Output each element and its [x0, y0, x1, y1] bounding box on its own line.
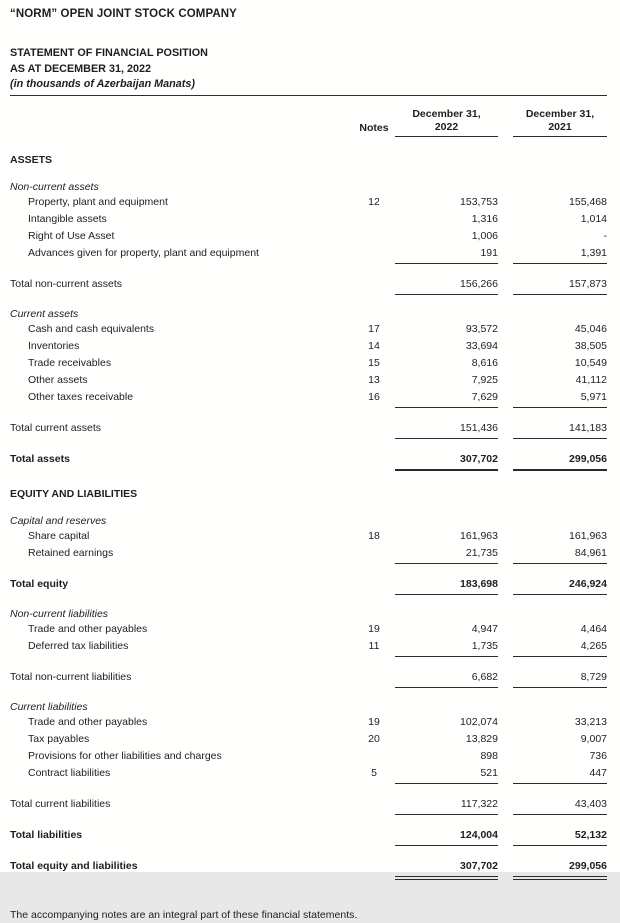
- row-label: Share capital: [28, 529, 90, 542]
- row-value-2021: 4,464: [580, 622, 607, 635]
- row-note-number: 15: [368, 356, 380, 369]
- table-row-item: [10, 546, 607, 564]
- row-value-2021: 299,056: [513, 859, 607, 880]
- row-value-2022: 1,316: [471, 212, 498, 225]
- column-header-2021-line2: 2021: [548, 120, 572, 133]
- row-value-2021: 5,971: [513, 390, 607, 408]
- statement-header: [10, 46, 607, 96]
- table-row-item: [10, 715, 607, 732]
- table-row-item: [10, 373, 607, 390]
- row-value-2022: 7,925: [471, 373, 498, 386]
- table-row-total: [10, 859, 607, 880]
- row-label: EQUITY AND LIABILITIES: [10, 487, 138, 500]
- row-value-2021: 141,183: [513, 421, 607, 439]
- row-value-2022: 307,702: [395, 859, 498, 880]
- row-label: Total current liabilities: [10, 797, 111, 810]
- table-row-item: [10, 390, 607, 408]
- row-value-2021: 155,468: [569, 195, 607, 208]
- row-label: Retained earnings: [28, 546, 114, 559]
- column-header-notes: Notes: [359, 121, 389, 134]
- row-label: Total non-current assets: [10, 277, 123, 290]
- statement-date: AS AT DECEMBER 31, 2022: [10, 62, 152, 75]
- row-value-2022: 183,698: [395, 577, 498, 595]
- row-value-2022: 93,572: [465, 322, 498, 335]
- row-label: Other assets: [28, 373, 88, 386]
- row-note-number: 19: [368, 622, 380, 635]
- row-value-2021: 41,112: [575, 373, 607, 386]
- table-row-item: [10, 766, 607, 784]
- row-value-2021: -: [603, 229, 607, 242]
- row-value-2022: 13,829: [465, 732, 498, 745]
- row-label: Intangible assets: [28, 212, 107, 225]
- table-row-item: [10, 749, 607, 766]
- table-row-heading: [10, 487, 607, 502]
- row-label: Other taxes receivable: [28, 390, 134, 403]
- row-label: Trade receivables: [28, 356, 112, 369]
- row-value-2022: 156,266: [395, 277, 498, 295]
- table-row-group: [10, 700, 607, 715]
- table-row-item: [10, 229, 607, 246]
- table-row-heading: [10, 153, 607, 168]
- row-value-2021: 447: [513, 766, 607, 784]
- row-value-2022: 4,947: [471, 622, 498, 635]
- row-label: Total equity: [10, 577, 69, 590]
- row-label: Right of Use Asset: [28, 229, 115, 242]
- table-row-total: [10, 277, 607, 295]
- row-note-number: 14: [368, 339, 380, 352]
- table-row-group: [10, 180, 607, 195]
- row-value-2021: 157,873: [513, 277, 607, 295]
- row-value-2022: 21,735: [395, 546, 498, 564]
- row-value-2022: 117,322: [395, 797, 498, 815]
- table-row-group: [10, 514, 607, 529]
- row-note-number: 17: [368, 322, 380, 335]
- row-value-2021: 246,924: [513, 577, 607, 595]
- row-value-2021: 33,213: [574, 715, 607, 728]
- row-value-2021: 43,403: [513, 797, 607, 815]
- row-value-2021: 10,549: [574, 356, 607, 369]
- table-row-total: [10, 577, 607, 595]
- row-note-number: 12: [368, 195, 380, 208]
- row-label: Inventories: [28, 339, 80, 352]
- row-label: Trade and other payables: [28, 622, 148, 635]
- row-value-2021: 38,505: [574, 339, 607, 352]
- table-row-group: [10, 607, 607, 622]
- row-value-2021: 8,729: [513, 670, 607, 688]
- table-row-item: [10, 732, 607, 749]
- row-value-2022: 153,753: [460, 195, 498, 208]
- row-value-2021: 84,961: [513, 546, 607, 564]
- row-note-number: 20: [368, 732, 380, 745]
- table-row-item: [10, 356, 607, 373]
- row-label: Property, plant and equipment: [28, 195, 168, 208]
- row-value-2022: 124,004: [395, 828, 498, 846]
- table-row-item: [10, 246, 607, 264]
- row-label: Cash and cash equivalents: [28, 322, 155, 335]
- row-value-2021: 1,391: [513, 246, 607, 264]
- row-label: Total assets: [10, 452, 70, 465]
- row-value-2022: 161,963: [460, 529, 498, 542]
- row-label: Current assets: [10, 307, 79, 320]
- column-header-2022: [395, 108, 498, 137]
- table-row-total: [10, 421, 607, 439]
- row-value-2021: 736: [589, 749, 607, 762]
- table-row-item: [10, 212, 607, 229]
- row-value-2022: 8,616: [471, 356, 498, 369]
- column-header-2022-line1: December 31,: [412, 107, 481, 120]
- row-label: Total current assets: [10, 421, 102, 434]
- footer-note: The accompanying notes are an integral part of these financial statements.: [10, 908, 358, 921]
- column-header-2021: [513, 108, 607, 137]
- table-row-item: [10, 529, 607, 546]
- row-value-2022: 6,682: [395, 670, 498, 688]
- statement-title: STATEMENT OF FINANCIAL POSITION: [10, 47, 208, 59]
- row-value-2022: 7,629: [395, 390, 498, 408]
- row-label: Total liabilities: [10, 828, 83, 841]
- table-row-item: [10, 622, 607, 639]
- row-value-2021: 9,007: [580, 732, 607, 745]
- table-column-header: [10, 108, 607, 137]
- row-value-2022: 1,735: [395, 639, 498, 657]
- row-label: Capital and reserves: [10, 514, 107, 527]
- row-label: Provisions for other liabilities and charges: [28, 749, 222, 762]
- row-note-number: 18: [368, 529, 380, 542]
- row-note-number: 19: [368, 715, 380, 728]
- table-row-total: [10, 670, 607, 688]
- row-value-2022: 1,006: [471, 229, 498, 242]
- row-value-2022: 191: [395, 246, 498, 264]
- row-label: Tax payables: [28, 732, 90, 745]
- row-note-number: 13: [368, 373, 380, 386]
- row-note-number: 5: [371, 766, 377, 779]
- row-value-2022: 521: [395, 766, 498, 784]
- row-label: Advances given for property, plant and equipment: [28, 246, 259, 259]
- row-label: Trade and other payables: [28, 715, 148, 728]
- row-label: Total equity and liabilities: [10, 859, 138, 872]
- column-header-2021-line1: December 31,: [525, 107, 595, 120]
- table-row-total: [10, 452, 607, 471]
- table-row-group: [10, 307, 607, 322]
- row-value-2021: 161,963: [569, 529, 607, 542]
- row-value-2022: 33,694: [465, 339, 498, 352]
- row-value-2022: 898: [480, 749, 498, 762]
- row-value-2022: 102,074: [460, 715, 498, 728]
- table-row-total: [10, 828, 607, 846]
- table-row-item: [10, 322, 607, 339]
- row-value-2021: 4,265: [513, 639, 607, 657]
- column-header-2022-line2: 2022: [434, 120, 459, 133]
- table-row-item: [10, 339, 607, 356]
- row-value-2021: 45,046: [574, 322, 607, 335]
- statement-units: (in thousands of Azerbaijan Manats): [10, 78, 195, 90]
- row-note-number: 11: [368, 639, 380, 652]
- row-value-2021: 1,014: [580, 212, 607, 225]
- row-label: ASSETS: [10, 153, 53, 166]
- row-value-2022: 151,436: [395, 421, 498, 439]
- row-label: Non-current liabilities: [10, 607, 109, 620]
- row-label: Deferred tax liabilities: [28, 639, 129, 652]
- row-label: Non-current assets: [10, 180, 99, 193]
- row-value-2022: 307,702: [395, 452, 498, 471]
- row-label: Current liabilities: [10, 700, 88, 713]
- table-row-item: [10, 195, 607, 212]
- financial-table-body: [10, 153, 607, 880]
- table-row-item: [10, 639, 607, 657]
- table-row-total: [10, 797, 607, 815]
- row-value-2021: 299,056: [513, 452, 607, 471]
- row-value-2021: 52,132: [513, 828, 607, 846]
- company-title: “NORM” OPEN JOINT STOCK COMPANY: [10, 8, 237, 20]
- row-note-number: 16: [368, 390, 380, 403]
- row-label: Contract liabilities: [28, 766, 111, 779]
- row-label: Total non-current liabilities: [10, 670, 132, 683]
